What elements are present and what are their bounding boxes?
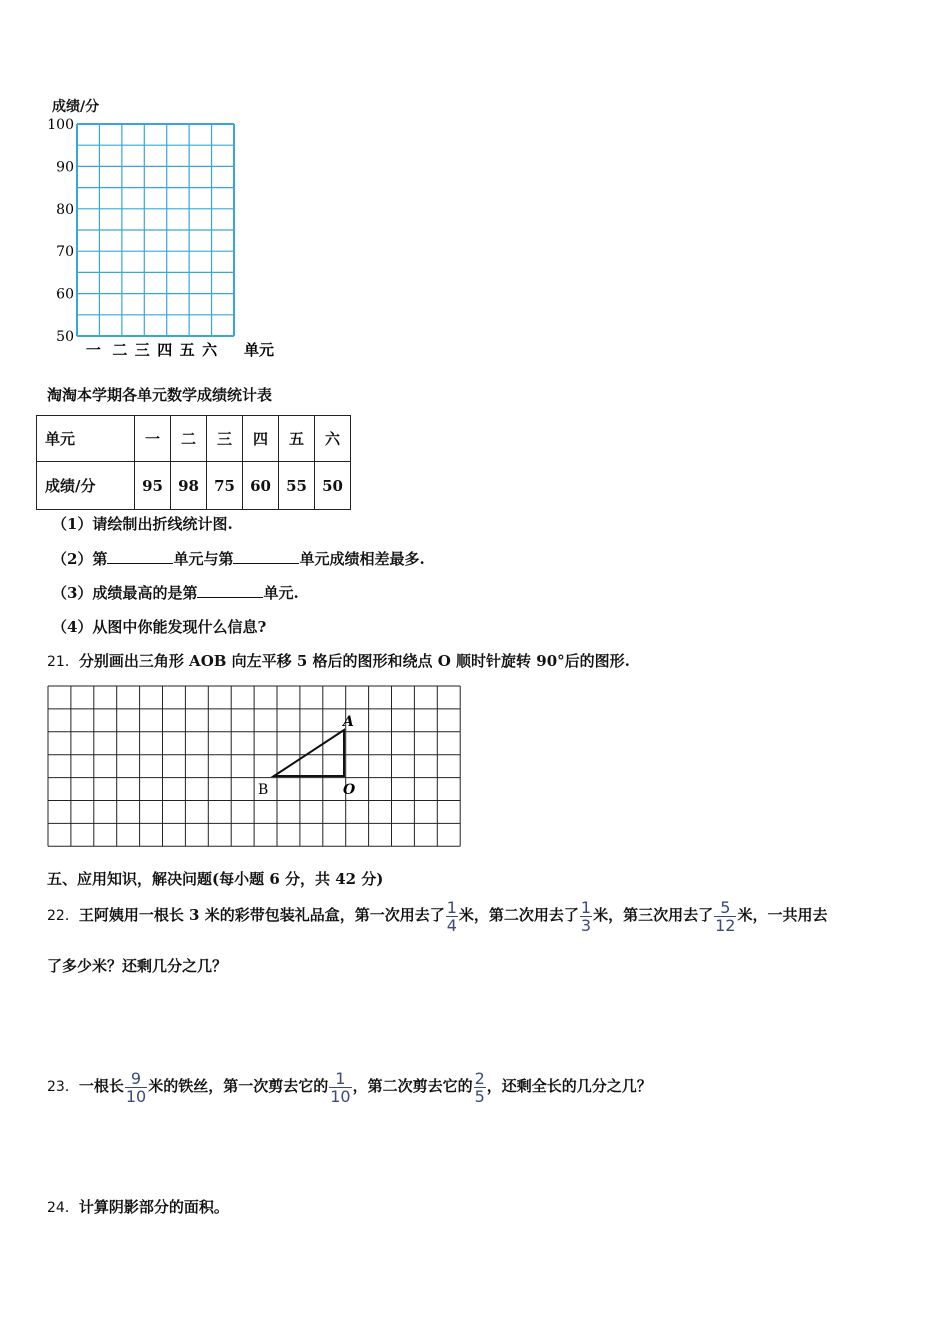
q20-part2-text-a: （2）第 [52, 550, 108, 568]
line-chart-grid [40, 115, 275, 365]
unit-cell: 一 [135, 416, 171, 462]
q23-text-2: 米的铁丝，第一次剪去它的 [148, 1077, 329, 1095]
q20-part3-text-b: 单元. [263, 584, 299, 602]
triangle-aob [274, 730, 344, 776]
q22 [47, 895, 828, 936]
q24-text: 计算阴影部分的面积。 [78, 1198, 229, 1216]
q20-part4: （4）从图中你能发现什么信息? [52, 618, 267, 636]
y-tick-label: 90 [56, 159, 74, 176]
denominator: 3 [580, 915, 592, 935]
q23-number: 23． [47, 1079, 79, 1095]
answer-blank[interactable] [233, 549, 299, 564]
chart-ylabel: 成绩/分 [52, 99, 100, 115]
score-cell: 95 [135, 462, 171, 510]
unit-cell: 四 [243, 416, 279, 462]
score-cell: 50 [315, 462, 351, 510]
q24-number: 24． [47, 1200, 79, 1216]
y-tick-label: 60 [56, 286, 74, 303]
section-title: 五、应用知识，解决问题(每小题 6 分，共 42 分) [47, 870, 384, 888]
point-b-label: B [258, 782, 269, 798]
q23-text-3: ，第二次剪去它的 [352, 1077, 473, 1095]
score-cell: 98 [171, 462, 207, 510]
x-tick-label: 四 [157, 341, 173, 359]
q21 [47, 651, 630, 672]
q20-part2-text-b: 单元与第 [173, 550, 234, 568]
square-grid [48, 686, 460, 846]
denominator: 10 [330, 1086, 351, 1106]
q20-part3-text-a: （3）成绩最高的是第 [52, 584, 198, 602]
y-tick-label: 100 [47, 117, 74, 133]
denominator: 5 [474, 1086, 485, 1106]
numerator: 9 [125, 1070, 147, 1088]
y-tick-label: 50 [56, 329, 74, 345]
q22-text-4: 米，一共用去 [737, 906, 828, 924]
q22-number: 22． [47, 908, 79, 924]
fraction [446, 899, 458, 934]
q23-text-1: 一根长 [78, 1077, 124, 1095]
y-tick-label: 80 [56, 201, 74, 218]
numerator: 1 [580, 897, 592, 917]
q20-part2 [52, 549, 425, 569]
fraction [580, 899, 592, 934]
score-cell: 60 [243, 462, 279, 510]
score-table [36, 415, 351, 510]
numerator: 2 [474, 1068, 485, 1088]
numerator: 1 [446, 897, 457, 917]
numerator: 5 [714, 899, 736, 917]
chart-y-ticks [47, 117, 74, 345]
q23-text-4: ，还剩全长的几分之几？ [486, 1077, 652, 1095]
table-score-label: 成绩/分 [37, 462, 135, 510]
q22-line2: 了多少米？还剩几分之几？ [47, 957, 228, 975]
q21-text: 分别画出三角形 AOB 向左平移 5 格后的图形和绕点 O 顺时针旋转 90°后的图形. [78, 652, 630, 670]
x-unit-label: 单元 [243, 341, 275, 359]
q22-text-2: 米，第二次用去了 [458, 906, 579, 924]
x-tick-label: 五 [179, 341, 195, 359]
answer-blank[interactable] [107, 549, 173, 564]
q20-part1: （1）请绘制出折线统计图. [52, 515, 233, 533]
fraction [714, 899, 736, 934]
denominator: 12 [715, 915, 736, 935]
q23 [47, 1066, 652, 1107]
fraction [125, 1070, 147, 1105]
point-a-label: A [343, 714, 354, 730]
x-tick-label: 三 [134, 341, 150, 359]
score-cell: 75 [207, 462, 243, 510]
fraction [474, 1070, 486, 1105]
unit-cell: 五 [279, 416, 315, 462]
denominator: 10 [125, 1086, 147, 1106]
y-tick-label: 70 [56, 244, 74, 261]
answer-blank[interactable] [197, 583, 263, 598]
numerator: 1 [329, 1070, 351, 1088]
chart-x-ticks [86, 341, 274, 359]
unit-cell: 六 [315, 416, 351, 462]
unit-cell: 三 [207, 416, 243, 462]
fraction [329, 1070, 351, 1105]
chart-gridlines [77, 124, 234, 336]
q20-part3 [52, 583, 299, 603]
x-tick-label: 二 [112, 341, 128, 359]
unit-cell: 二 [171, 416, 207, 462]
x-tick-label: 一 [85, 341, 101, 359]
q20-part2-text-c: 单元成绩相差最多. [299, 550, 425, 568]
q22-text-3: 米，第三次用去了 [593, 906, 714, 924]
denominator: 4 [446, 915, 457, 935]
q21-number: 21． [47, 654, 79, 670]
q22-text-1: 王阿姨用一根长 3 米的彩带包装礼品盒，第一次用去了 [78, 906, 445, 924]
q24 [47, 1197, 229, 1218]
score-cell: 55 [279, 462, 315, 510]
point-o-label: O [343, 782, 356, 798]
x-tick-label: 六 [202, 341, 218, 359]
table-title: 淘淘本学期各单元数学成绩统计表 [47, 386, 273, 404]
grid-figure [46, 684, 458, 848]
table-header-label: 单元 [37, 416, 135, 462]
